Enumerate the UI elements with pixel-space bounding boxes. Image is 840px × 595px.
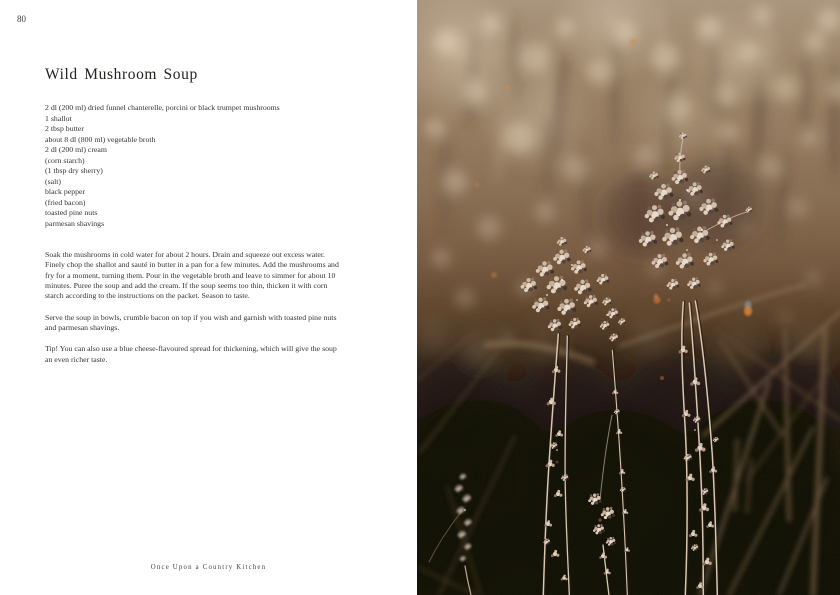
- ingredient-item: 2 tbsp butter: [45, 124, 84, 134]
- ingredient-item: (corn starch): [45, 155, 85, 165]
- instruction-paragraph: Serve the soup in bowls, crumble bacon on top if you wish and garnish with toasted pine nuts and parmesan shavings.: [45, 312, 337, 333]
- ingredient-item: (1 tbsp dry sherry): [45, 166, 103, 176]
- photo-dried-wildflowers: [417, 0, 840, 595]
- recipe-title: Wild Mushroom Soup: [45, 66, 198, 83]
- ingredient-item: about 8 dl (800 ml) vegetable broth: [45, 134, 156, 144]
- instruction-paragraph: Tip! You can also use a blue cheese-flavoured spread for thickening, which will give the soup an even richer taste.: [45, 344, 337, 364]
- ingredient-item: 2 dl (200 ml) cream: [45, 145, 107, 155]
- ingredient-item: (salt): [45, 176, 62, 186]
- ingredient-item: (fried bacon): [45, 197, 86, 207]
- ingredient-item: parmesan shavings: [45, 219, 105, 229]
- book-title-footer: Once Upon a Country Kitchen: [150, 564, 267, 571]
- page-number: 80: [17, 14, 26, 24]
- ingredient-item: 2 dl (200 ml) dried funnel chanterelle, porcini or black trumpet mushrooms: [45, 103, 280, 112]
- instruction-paragraph: Soak the mushrooms in cold water for about 2 hours. Drain and squeeze out excess water. Finely chop the shallot and sauté in butter in a pan for a few minutes. Add the mushrooms and fry for a moment, turning them. Pour in the vegetable broth and leave to simmer for about 10 minutes. Puree the soup and add the cream. If the soup seems too thin, thicken it with corn starch according to the instructions on the packet. Season to taste.: [45, 250, 339, 301]
- ingredient-item: black pepper: [45, 187, 86, 197]
- ingredient-item: toasted pine nuts: [45, 208, 98, 218]
- photo-image: [417, 0, 840, 595]
- film-grain-overlay: [417, 0, 840, 595]
- ingredient-item: 1 shallot: [45, 113, 72, 123]
- ingredients-list: [45, 103, 280, 230]
- recipe-page: [0, 0, 417, 595]
- instructions: [45, 250, 345, 376]
